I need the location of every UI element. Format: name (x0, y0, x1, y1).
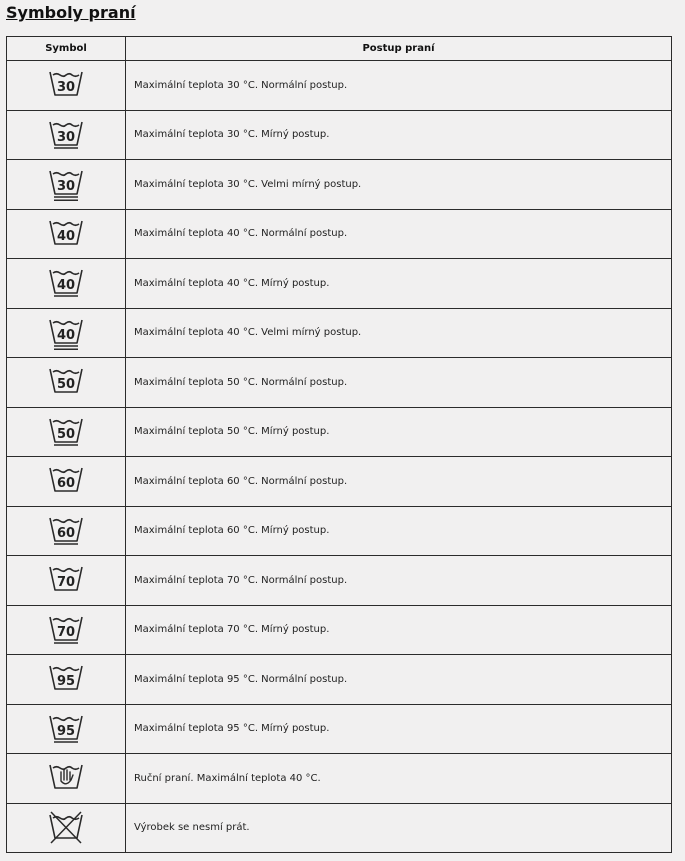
temperature-label: 30 (56, 129, 76, 145)
do-not-wash-icon (47, 809, 85, 847)
table-row (7, 61, 672, 111)
table-header-row (7, 37, 672, 61)
table-row (7, 308, 672, 358)
table-row (7, 160, 672, 210)
procedure-cell: Maximální teplota 40 °C. Mírný postup. (126, 259, 672, 309)
symbol-cell (7, 61, 126, 111)
temperature-label: 50 (56, 426, 76, 442)
procedure-cell: Maximální teplota 30 °C. Velmi mírný postup. (126, 160, 672, 210)
temperature-label: 30 (56, 80, 76, 96)
wash-40-normal-icon (47, 215, 85, 253)
temperature-label: 40 (56, 327, 76, 343)
wash-95-mild-icon (47, 710, 85, 748)
table-row (7, 457, 672, 507)
procedure-column-header: Postup praní (126, 37, 672, 61)
temperature-label: 50 (56, 377, 76, 393)
procedure-cell: Maximální teplota 70 °C. Normální postup. (126, 556, 672, 606)
wash-60-mild-icon (47, 512, 85, 550)
table-row (7, 704, 672, 754)
wash-50-mild-icon (47, 413, 85, 451)
table-row (7, 110, 672, 160)
table-row (7, 655, 672, 705)
procedure-cell: Ruční praní. Maximální teplota 40 °C. (126, 754, 672, 804)
symbol-cell (7, 407, 126, 457)
table-row (7, 754, 672, 804)
wash-70-normal-icon (47, 561, 85, 599)
wash-95-normal-icon (47, 660, 85, 698)
symbol-cell (7, 704, 126, 754)
table-row (7, 506, 672, 556)
wash-30-normal-icon (47, 66, 85, 104)
wash-30-mild-icon (47, 116, 85, 154)
procedure-cell: Maximální teplota 30 °C. Mírný postup. (126, 110, 672, 160)
table-row (7, 803, 672, 853)
symbol-cell (7, 556, 126, 606)
procedure-cell: Maximální teplota 95 °C. Normální postup. (126, 655, 672, 705)
wash-symbols-table (6, 36, 672, 853)
procedure-cell: Výrobek se nesmí prát. (126, 803, 672, 853)
symbol-cell (7, 655, 126, 705)
table-row (7, 259, 672, 309)
wash-70-mild-icon (47, 611, 85, 649)
wash-40-very-mild-icon (47, 314, 85, 352)
symbol-cell (7, 308, 126, 358)
symbol-cell (7, 457, 126, 507)
temperature-label: 30 (56, 179, 76, 195)
temperature-label: 60 (56, 525, 76, 541)
table-row (7, 407, 672, 457)
procedure-cell: Maximální teplota 40 °C. Normální postup. (126, 209, 672, 259)
symbol-column-header: Symbol (7, 37, 126, 61)
wash-30-very-mild-icon (47, 165, 85, 203)
procedure-cell: Maximální teplota 95 °C. Mírný postup. (126, 704, 672, 754)
temperature-label: 95 (56, 723, 76, 739)
temperature-label: 70 (56, 624, 76, 640)
temperature-label: 40 (56, 228, 76, 244)
page-title: Symboly praní (6, 3, 136, 22)
temperature-label: 40 (56, 278, 76, 294)
symbol-cell (7, 803, 126, 853)
temperature-label: 95 (56, 674, 76, 690)
procedure-cell: Maximální teplota 30 °C. Normální postup. (126, 61, 672, 111)
symbol-cell (7, 110, 126, 160)
table-row (7, 209, 672, 259)
symbol-cell (7, 754, 126, 804)
table-row (7, 605, 672, 655)
wash-40-mild-icon (47, 264, 85, 302)
procedure-cell: Maximální teplota 50 °C. Mírný postup. (126, 407, 672, 457)
procedure-cell: Maximální teplota 40 °C. Velmi mírný postup. (126, 308, 672, 358)
symbol-cell (7, 605, 126, 655)
symbol-cell (7, 506, 126, 556)
procedure-cell: Maximální teplota 60 °C. Mírný postup. (126, 506, 672, 556)
hand-wash-icon (47, 759, 85, 797)
procedure-cell: Maximální teplota 60 °C. Normální postup. (126, 457, 672, 507)
temperature-label: 60 (56, 476, 76, 492)
procedure-cell: Maximální teplota 70 °C. Mírný postup. (126, 605, 672, 655)
temperature-label: 70 (56, 575, 76, 591)
symbol-cell (7, 358, 126, 408)
wash-50-normal-icon (47, 363, 85, 401)
table-row (7, 556, 672, 606)
procedure-cell: Maximální teplota 50 °C. Normální postup. (126, 358, 672, 408)
wash-60-normal-icon (47, 462, 85, 500)
symbol-cell (7, 160, 126, 210)
table-row (7, 358, 672, 408)
symbol-cell (7, 209, 126, 259)
symbol-cell (7, 259, 126, 309)
